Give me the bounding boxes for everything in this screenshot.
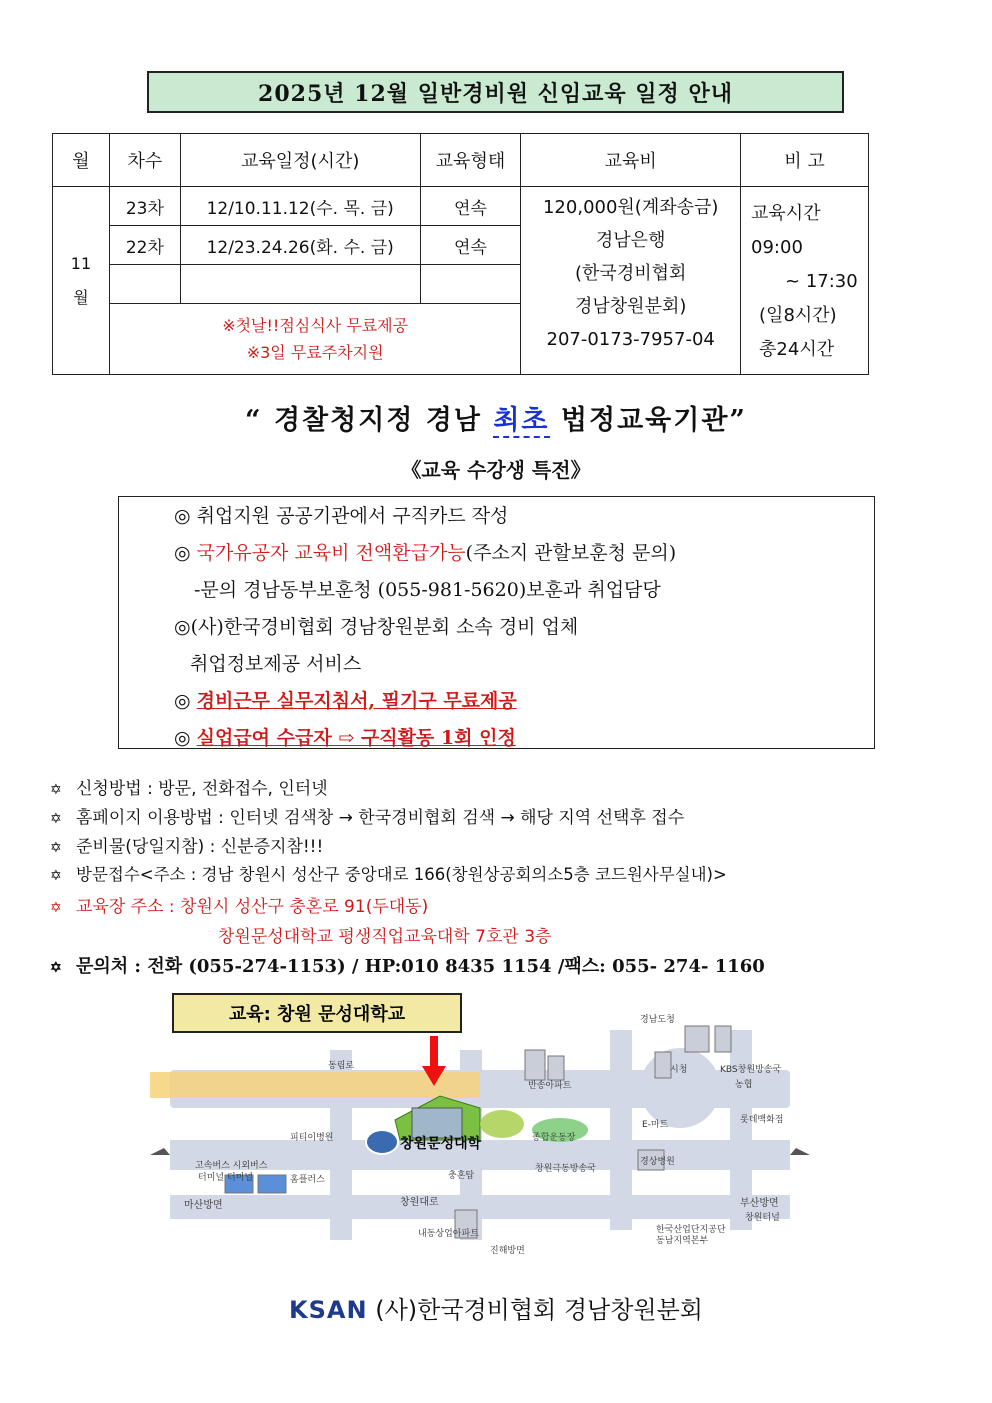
map-label: 내동상업아파트 — [418, 1229, 479, 1239]
map-label: 충혼탑 — [448, 1171, 475, 1181]
star-icon: ✡ — [50, 868, 62, 884]
map-label: 반송아파트 — [528, 1081, 572, 1091]
info-visit: ✡ 방문접수<주소 : 경남 창원시 성산구 중앙대로 166(창원상공회의소5층 코드원사무실내)> — [50, 865, 727, 884]
session-cell: 22차 — [109, 226, 180, 265]
header-month: 월 — [53, 134, 110, 187]
map-label: 한국산업단지공단 — [656, 1225, 726, 1235]
benefit-item: ◎ 실업급여 수급자 ⇨ 구직활동 1회 인정 — [174, 727, 516, 749]
benefit-item: ◎ 경비근무 실무지침서, 필기구 무료제공 — [174, 690, 517, 712]
map-label: 경남도청 — [640, 1015, 675, 1025]
map-label: 동남지역본부 — [656, 1236, 709, 1246]
map-label: 동림로 — [328, 1061, 355, 1071]
info-homepage: ✡ 홈페이지 이용방법 : 인터넷 검색창 → 한국경비협회 검색 → 해당 지역 선택후 접수 — [50, 808, 685, 828]
info-apply: ✡ 신청방법 : 방문, 전화접수, 인터넷 — [50, 779, 328, 799]
info-venue: ✡ 교육장 주소 : 창원시 성산구 충혼로 91(두대동) — [50, 897, 429, 917]
table-row — [53, 187, 869, 226]
map-label: 터미널 터미널 — [198, 1173, 254, 1183]
map-label: 고속버스 시외버스 — [195, 1161, 268, 1171]
slogan-highlight: 최초 — [493, 405, 550, 436]
star-icon: ✡ — [50, 900, 62, 916]
empty-cell — [180, 265, 420, 304]
map-label: 창원터널 — [745, 1213, 780, 1223]
star-icon: ✡ — [50, 811, 62, 827]
header-remark: 비 고 — [741, 134, 869, 187]
benefit-item: ◎(사)한국경비협회 경남창원분회 소속 경비 업체 — [174, 616, 579, 638]
benefit-item: ◎ 국가유공자 교육비 전액환급가능(주소지 관할보훈청 문의) — [174, 542, 677, 564]
location-arrow-icon — [430, 1036, 438, 1068]
map-label-campus: 창원문성대학 — [400, 1136, 482, 1152]
header-type: 교육형태 — [420, 134, 521, 187]
info-contact: ✡ 문의처 : 전화 (055-274-1153) / HP:010 8435 1154 /팩스: 055- 274- 1160 — [50, 956, 765, 977]
table-header-row — [53, 134, 869, 187]
benefits-box — [118, 496, 875, 749]
type-cell: 연속 — [420, 226, 521, 265]
remark-cell: 교육시간 09:00 ~ 17:30 (일8시간) 총24시간 — [741, 187, 869, 375]
header-fee: 교육비 — [521, 134, 741, 187]
map-label: 홈플러스 — [290, 1175, 325, 1185]
schedule-cell: 12/23.24.26(화. 수. 금) — [180, 226, 420, 265]
page-title: 2025년 12월 일반경비원 신임교육 일정 안내 — [147, 71, 844, 113]
footer-org: (사)한국경비협회 경남창원분회 — [375, 1296, 703, 1324]
map-label: 롯데백화점 — [740, 1115, 784, 1125]
benefit-title: 《교육 수강생 특전》 — [401, 458, 591, 482]
schedule-cell: 12/10.11.12(수. 목. 금) — [180, 187, 420, 226]
header-schedule: 교육일정(시간) — [180, 134, 420, 187]
map-label: 진해방면 — [490, 1246, 525, 1256]
footer — [0, 1290, 992, 1325]
park-icon — [480, 1110, 524, 1138]
benefit-item: -문의 경남동부보훈청 (055-981-5620)보훈과 취업담당 — [194, 579, 661, 601]
ksan-logo: KSAN — [289, 1296, 368, 1324]
fee-cell: 120,000원(계좌송금) 경남은행 (한국경비협회 경남창원분회) 207-0173-7957-04 — [521, 187, 741, 375]
schedule-table — [52, 133, 869, 375]
map-label: 종합운동장 — [532, 1133, 576, 1143]
header-session: 차수 — [109, 134, 180, 187]
map-label: 농협 — [735, 1080, 753, 1090]
map-label: 창원대로 — [400, 1197, 439, 1208]
star-icon: ✡ — [50, 782, 62, 798]
map-title: 교육: 창원 문성대학교 — [228, 1004, 406, 1025]
month-cell: 11 월 — [53, 187, 110, 375]
benefit-item: 취업정보제공 서비스 — [190, 653, 362, 675]
star-icon: ✡ — [50, 840, 62, 856]
info-venue-detail: 창원문성대학교 평생직업교육대학 7호관 3층 — [218, 927, 552, 947]
type-cell: 연속 — [420, 187, 521, 226]
map-label: 피티이병원 — [290, 1133, 334, 1143]
benefit-item: ◎ 취업지원 공공기관에서 구직카드 작성 — [174, 505, 509, 527]
location-map — [150, 990, 830, 1260]
map-label: 마산방면 — [184, 1200, 223, 1211]
info-prepare: ✡ 준비물(당일지참) : 신분증지참!!! — [50, 837, 324, 857]
map-label: 시청 — [670, 1065, 688, 1075]
empty-cell — [109, 265, 180, 304]
slogan: “ 경찰청지정 경남 최초 법정교육기관” — [245, 405, 747, 436]
notes-cell: ※첫날!!점심식사 무료제공 ※3일 무료주차지원 — [109, 304, 520, 375]
map-label: 부산방면 — [740, 1198, 779, 1209]
map-label: E-마트 — [642, 1120, 669, 1130]
empty-cell — [420, 265, 521, 304]
map-label: KBS창원방송국 — [720, 1065, 782, 1075]
session-cell: 23차 — [109, 187, 180, 226]
map-label: 창원극동방송국 — [535, 1164, 596, 1174]
star-icon: ✡ — [50, 960, 62, 976]
map-label: 경상병원 — [640, 1157, 675, 1167]
